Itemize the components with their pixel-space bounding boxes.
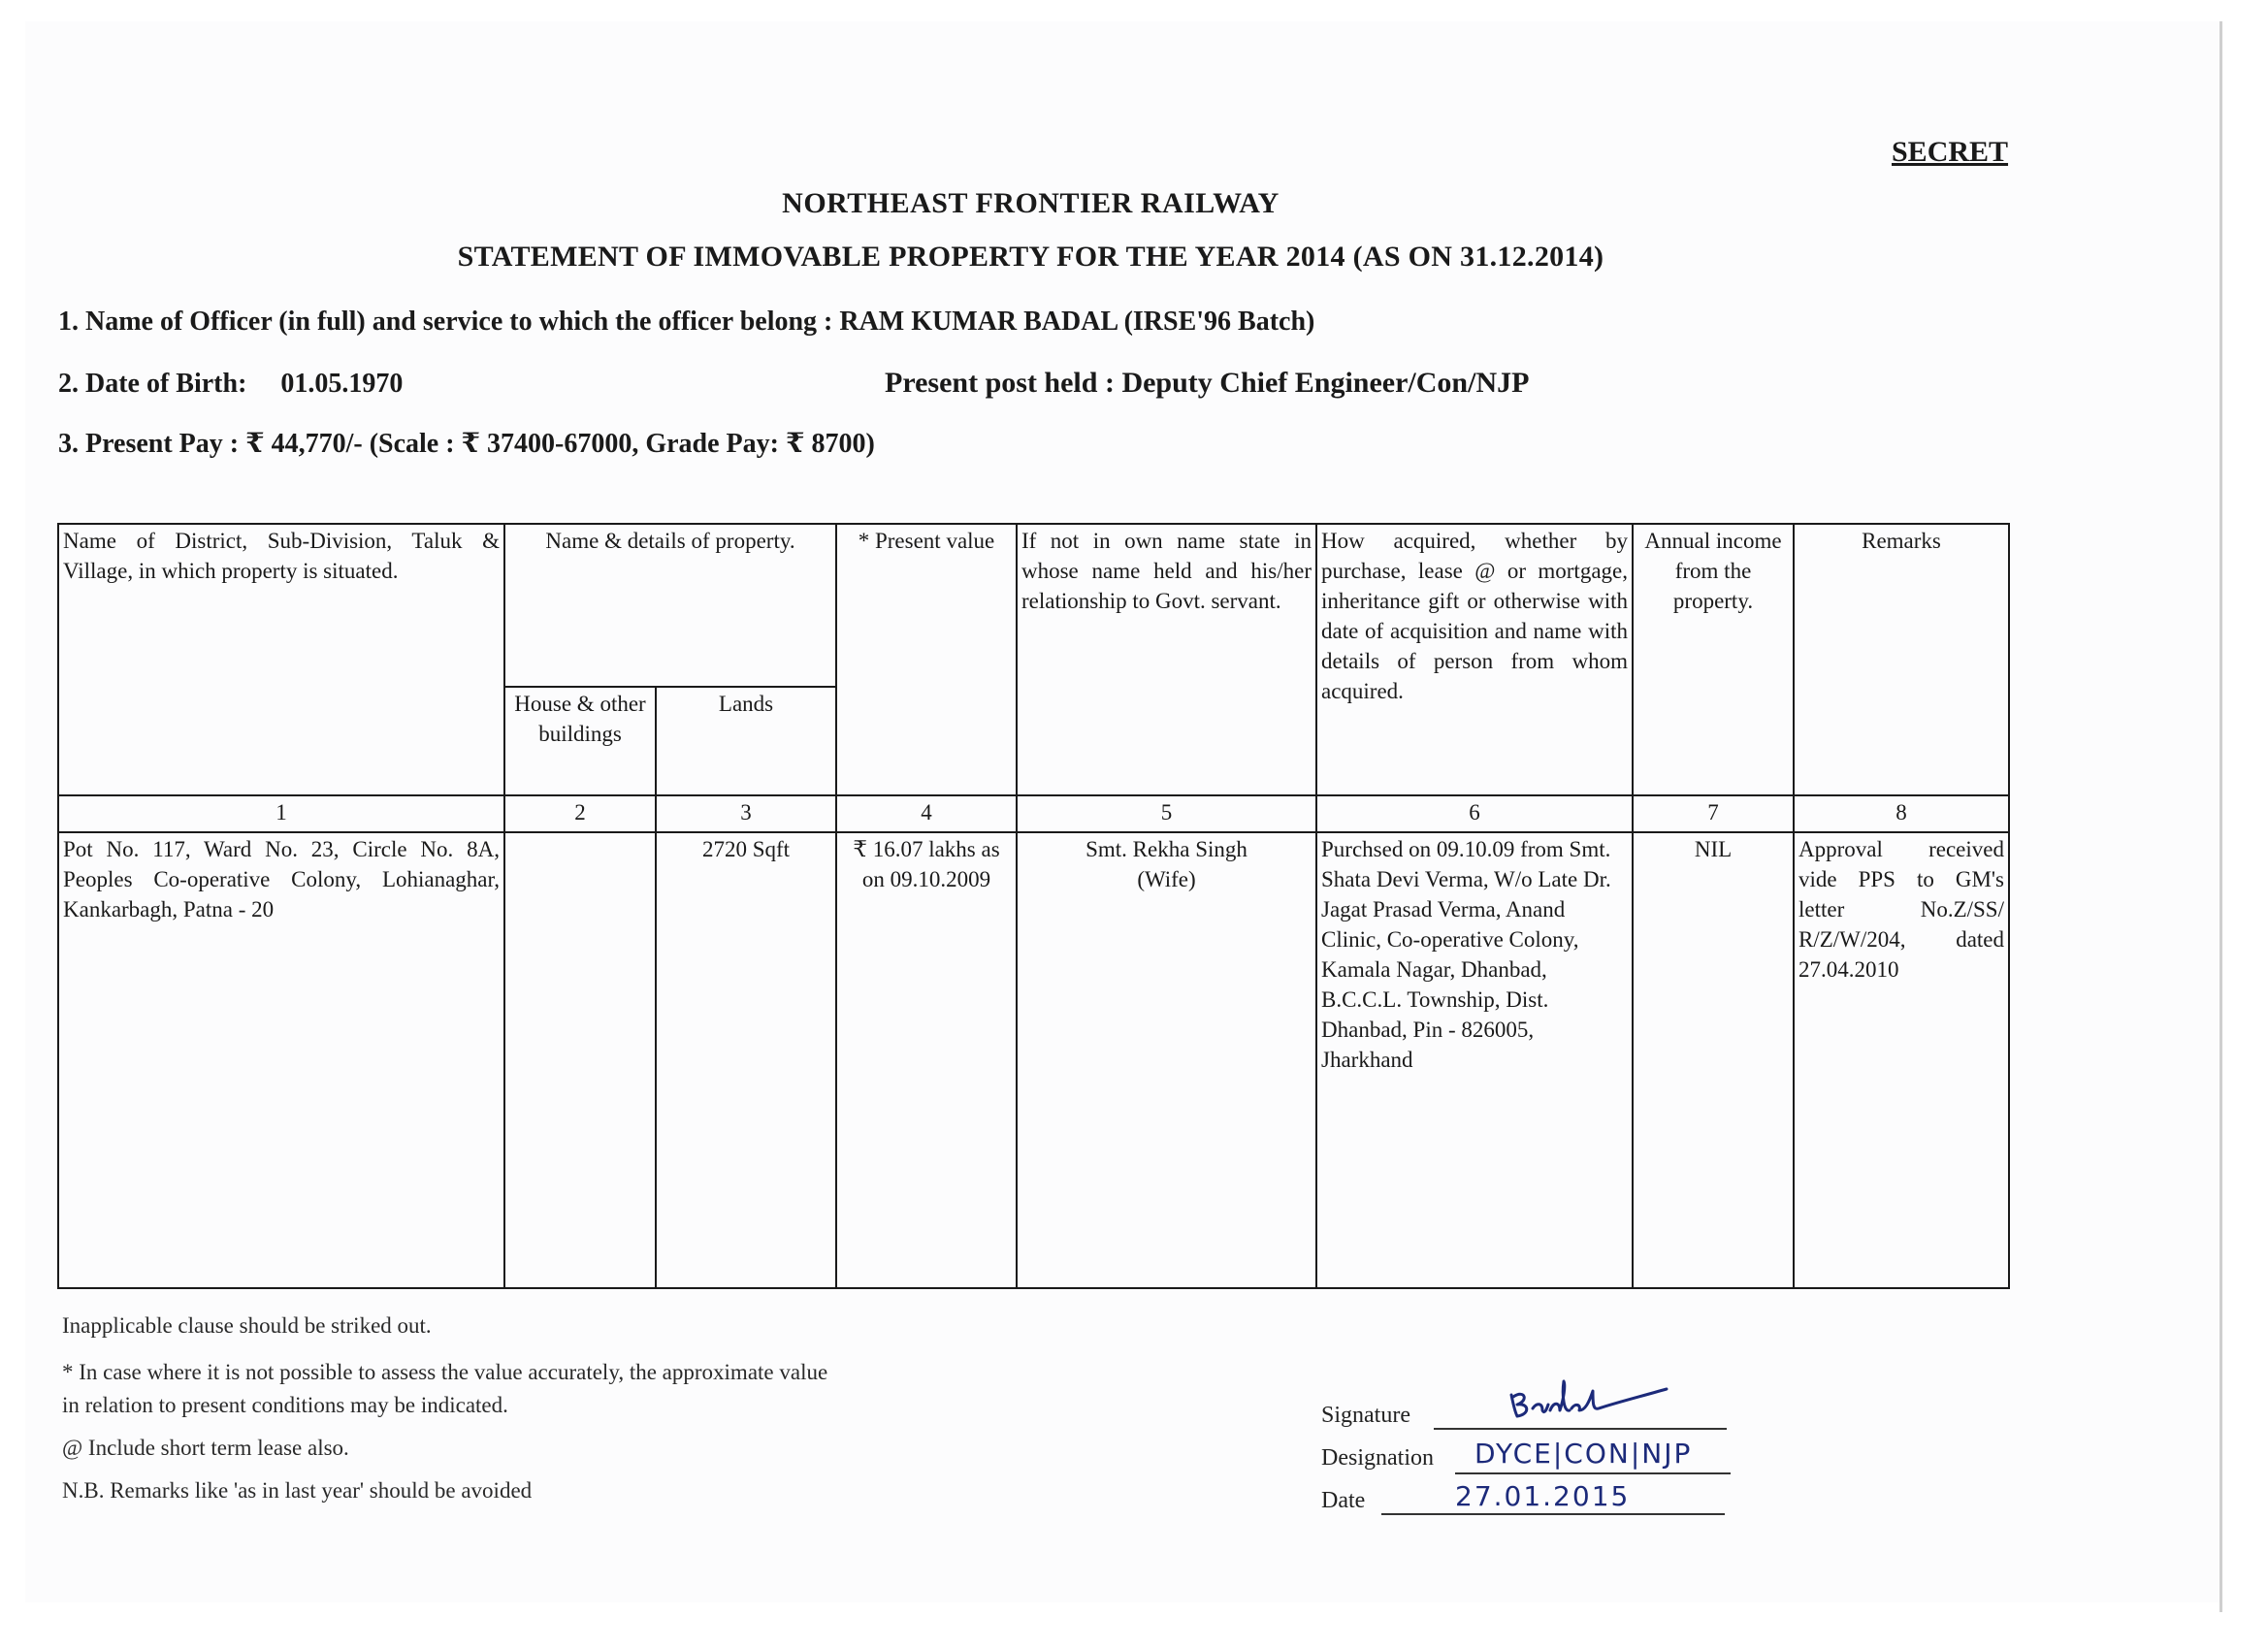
column-number: 2 xyxy=(504,795,656,832)
header-income: Annual income from the property. xyxy=(1633,524,1794,795)
designation-value: DYCE|CON|NJP xyxy=(1474,1438,1693,1470)
present-post: Present post held : Deputy Chief Engineer/Con/NJP xyxy=(885,367,1530,399)
cell-present-value: ₹ 16.07 lakhs as on 09.10.2009 xyxy=(836,832,1017,1288)
column-number: 5 xyxy=(1017,795,1316,832)
dob-label: 2. Date of Birth: xyxy=(58,369,247,399)
date-line xyxy=(1381,1513,1725,1515)
note-remarks: N.B. Remarks like 'as in last year' should be avoided xyxy=(62,1478,533,1503)
column-number: 7 xyxy=(1633,795,1794,832)
cell-income: NIL xyxy=(1633,832,1794,1288)
cell-remarks: Approval received vide PPS to GM's letter No.Z/SS/ R/Z/W/204, dated 27.04.2010 xyxy=(1794,832,2009,1288)
classification-label: SECRET xyxy=(1892,136,2009,168)
dob-line xyxy=(58,369,403,400)
date-value: 27.01.2015 xyxy=(1455,1480,1631,1512)
header-property: Name & details of property. xyxy=(504,524,836,687)
holder-relation: (Wife) xyxy=(1137,867,1196,891)
header-present-value: * Present value xyxy=(836,524,1017,795)
column-number: 4 xyxy=(836,795,1017,832)
header-lands: Lands xyxy=(656,687,836,795)
statement-title: STATEMENT OF IMMOVABLE PROPERTY FOR THE YEAR 2014 (AS ON 31.12.2014) xyxy=(457,241,1604,273)
designation-line xyxy=(1455,1472,1731,1474)
organization-title: NORTHEAST FRONTIER RAILWAY xyxy=(782,187,1280,219)
cell-house xyxy=(504,832,656,1288)
column-number: 8 xyxy=(1794,795,2009,832)
header-own-name: If not in own name state in whose name held and his/her relationship to Govt. servant. xyxy=(1017,524,1316,795)
dob-value: 01.05.1970 xyxy=(280,369,404,399)
cell-district: Pot No. 117, Ward No. 23, Circle No. 8A, Peoples Co-operative Colony, Lohianaghar, Kankarbagh, Patna - 20 xyxy=(58,832,504,1288)
header-acquired: How acquired, whether by purchase, lease @ or mortgage, inheritance gift or otherwise with date of acquisition and name with details of person from whom acquired. xyxy=(1316,524,1633,795)
column-number: 6 xyxy=(1316,795,1633,832)
header-house: House & other buildings xyxy=(504,687,656,795)
header-row xyxy=(58,524,2009,687)
note-short-lease: @ Include short term lease also. xyxy=(62,1436,349,1460)
note-approx-value-2: in relation to present conditions may be indicated. xyxy=(62,1393,508,1417)
cell-acquired: Purchsed on 09.10.09 from Smt. Shata Devi Verma, W/o Late Dr. Jagat Prasad Verma, Anand Clinic, Co-operative Colony, Kamala Nagar, Dhanbad, B.C.C.L. Township, Dist. Dhanbad, Pin - 826005, Jharkhand xyxy=(1316,832,1633,1288)
cell-holder xyxy=(1017,832,1316,1288)
date-label: Date xyxy=(1321,1488,1366,1513)
handwritten-signature xyxy=(1504,1375,1669,1430)
holder-name: Smt. Rekha Singh xyxy=(1085,837,1247,861)
designation-label: Designation xyxy=(1321,1445,1434,1471)
column-number: 1 xyxy=(58,795,504,832)
present-pay-line: 3. Present Pay : ₹ 44,770/- (Scale : ₹ 37400-67000, Grade Pay: ₹ 8700) xyxy=(58,429,875,459)
note-inapplicable: Inapplicable clause should be striked out. xyxy=(62,1313,432,1338)
column-number-row xyxy=(58,795,2009,832)
header-district: Name of District, Sub-Division, Taluk & Village, in which property is situated. xyxy=(58,524,504,795)
signature-label: Signature xyxy=(1321,1403,1410,1428)
column-number: 3 xyxy=(656,795,836,832)
property-table xyxy=(57,523,2010,1289)
header-remarks: Remarks xyxy=(1794,524,2009,795)
page-edge xyxy=(2219,21,2222,1612)
cell-lands: 2720 Sqft xyxy=(656,832,836,1288)
officer-name-line: 1. Name of Officer (in full) and service to which the officer belong : RAM KUMAR BADAL (IRSE'96 Batch) xyxy=(58,307,1315,337)
note-approx-value-1: * In case where it is not possible to assess the value accurately, the approximate value xyxy=(62,1360,828,1384)
table-row xyxy=(58,832,2009,1288)
